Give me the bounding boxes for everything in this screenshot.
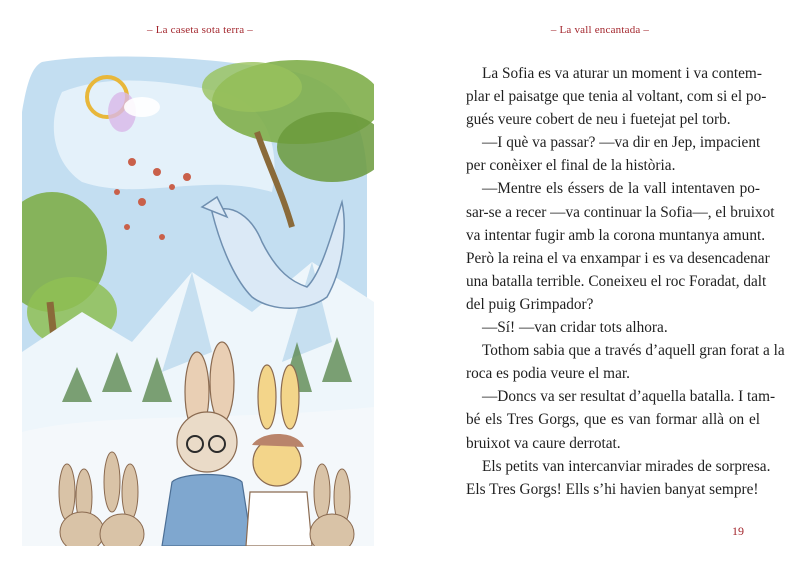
text-line: per conèixer el final de la història. <box>466 157 676 175</box>
text-line: gués veure cobert de neu i fuetejat pel torb. <box>466 111 731 129</box>
text-line: Els petits van intercanviar mirades de sorpresa. <box>482 457 771 475</box>
text-line: roca es podia veure el mar. <box>466 365 630 383</box>
text-line: —Sí! —van cridar tots alhora. <box>482 319 668 337</box>
body-text <box>466 62 785 501</box>
text-line: una batalla terrible. Coneixeu el roc Foradat, dalt <box>466 272 767 290</box>
text-line: —Mentre els éssers de la vall intentaven po- <box>482 180 760 198</box>
text-line: del puig Grimpador? <box>466 295 594 313</box>
running-head-left: – La caseta sota terra – <box>147 24 253 36</box>
text-line: Tothom sabia que a través d’aquell gran forat a la <box>482 342 785 360</box>
text-line: La Sofia es va aturar un moment i va contem- <box>482 65 762 82</box>
text-line: Però la reina el va enxampar i es va desencadenar <box>466 249 770 267</box>
text-line: bruixot va caure derrotat. <box>466 434 621 452</box>
text-line: sar-se a recer —va continuar la Sofia—, el bruixot <box>466 203 775 221</box>
text-line: —I què va passar? —va dir en Jep, impacient <box>482 134 761 152</box>
text-line: Els Tres Gorgs! Ells s’hi havien banyat sempre! <box>466 480 759 498</box>
text-line: plar el paisatge que tenia al voltant, com si el po- <box>466 88 767 106</box>
text-line: —Doncs va ser resultat d’aquella batalla. I tam- <box>482 388 776 406</box>
watercolor-illustration <box>22 52 374 546</box>
running-head-right: – La vall encantada – <box>550 24 650 36</box>
page-number: 19 <box>732 524 744 538</box>
text-line: bé els Tres Gorgs, que es van formar allà on el <box>466 411 760 429</box>
text-line: va intentar fugir amb la corona muntanya amunt. <box>466 226 766 244</box>
